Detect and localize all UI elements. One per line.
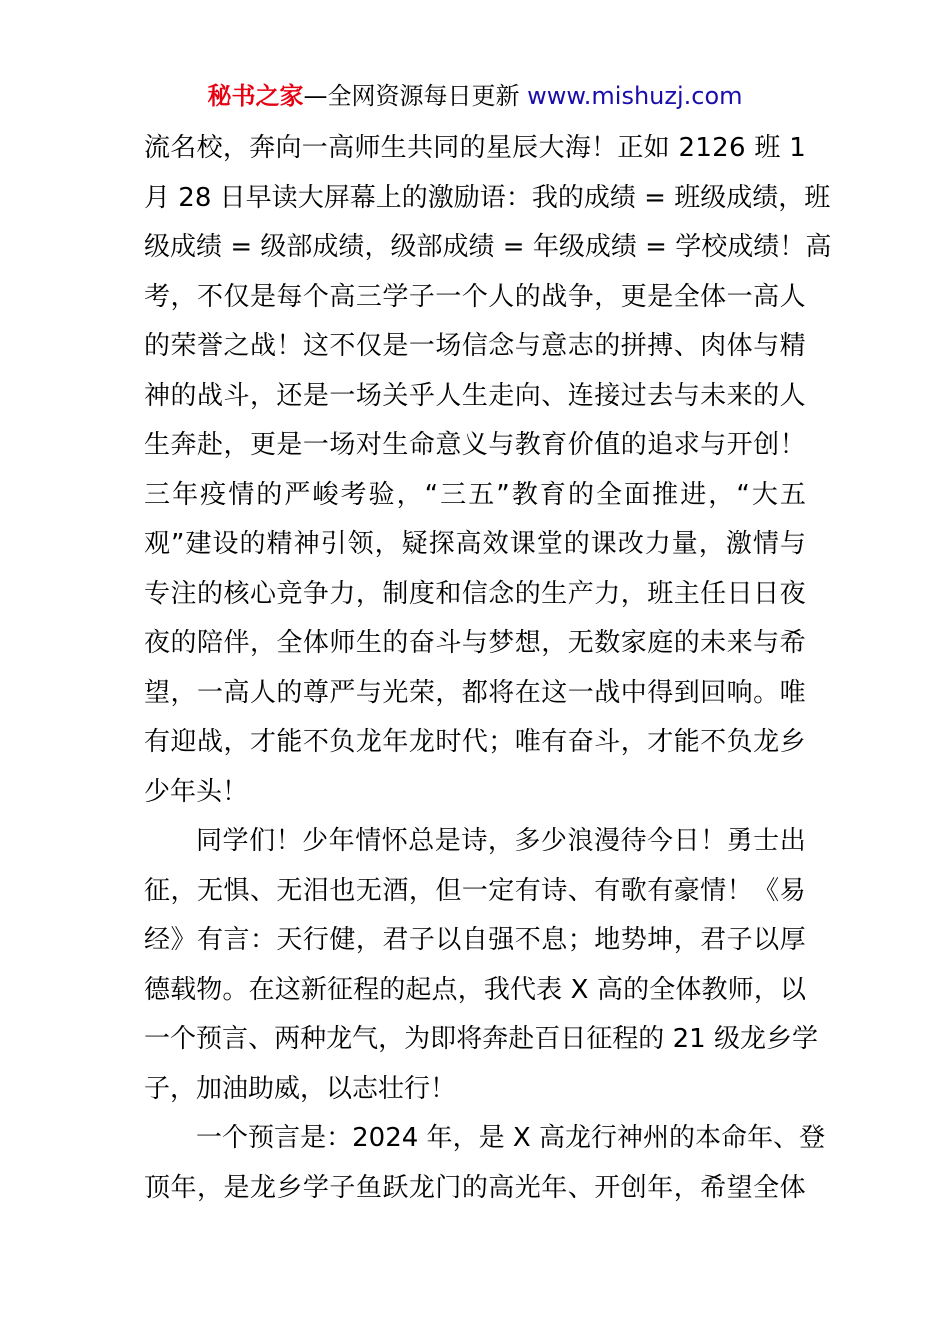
text-line: 三 年 疫 情 的 严 峻 考 验 ， “ 三 五 ” 教 育 的 全 面 推 进 ， “ 大 五 (144, 479, 806, 510)
text-line: 观 ” 建 设 的 精 神 引 领 ， 疑 探 高 效 课 堂 的 课 改 力 量 ， 激 情 与 (144, 529, 806, 559)
text-line: 的 荣 誉 之 战 ！ 这 不 仅 是 一 场 信 念 与 意 志 的 拼 搏 、 肉 体 与 精 (144, 331, 806, 361)
text-line: 子，加油助威，以志壮行！ (144, 1073, 457, 1104)
text-line: 有 迎 战 ， 才 能 不 负 龙 年 龙 时 代 ； 唯 有 奋 斗 ， 才 能 不 负 龙 乡 (144, 727, 806, 757)
text-line: 生 奔 赴 ， 更 是 一 场 对 生 命 意 义 与 教 育 价 值 的 追 求 与 开 创 ！ (144, 430, 806, 460)
paragraph-start-line: 一 个 预 言 是 ： 2 0 2 4 年 ， 是 X 高 龙 行 神 州 的 本 命 年 、 登 (196, 1123, 826, 1153)
text-line: 经 》 有 言 ： 天 行 健 ， 君 子 以 自 强 不 息 ； 地 势 坤 ， 君 子 以 厚 (144, 925, 806, 955)
text-line: 望 ， 一 高 人 的 尊 严 与 光 荣 ， 都 将 在 这 一 战 中 得 到 回 响 。 唯 (144, 677, 806, 708)
site-tagline: —全网资源每日更新 (303, 82, 520, 110)
text-line: 一 个 预 言 、 两 种 龙 气 ， 为 即 将 奔 赴 百 日 征 程 的 2 1 级 龙 乡 学 (144, 1024, 818, 1054)
text-line: 月 2 8 日 早 读 大 屏 幕 上 的 激 励 语 ： 我 的 成 绩 = 班 级 成 绩 ， 班 (144, 182, 831, 213)
site-url-link[interactable]: www.mishuzj.com (527, 82, 743, 110)
text-line: 顶 年 ， 是 龙 乡 学 子 鱼 跃 龙 门 的 高 光 年 、 开 创 年 ， 希 望 全 体 (144, 1172, 806, 1203)
document-body (144, 124, 832, 1213)
text-line: 征 ， 无 惧 、 无 泪 也 无 酒 ， 但 一 定 有 诗 、 有 歌 有 豪 情 ！ 《 易 (144, 875, 806, 906)
text-line: 少年头！ (144, 776, 249, 807)
text-line: 神 的 战 斗 ， 还 是 一 场 关 乎 人 生 走 向 、 连 接 过 去 与 未 来 的 人 (144, 380, 806, 411)
site-header (0, 80, 950, 112)
text-line: 专 注 的 核 心 竞 争 力 ， 制 度 和 信 念 的 生 产 力 ， 班 主 任 日 日 夜 (144, 578, 806, 609)
paragraph-start-line: 同 学 们 ！ 少 年 情 怀 总 是 诗 ， 多 少 浪 漫 待 今 日 ！ 勇 士 出 (196, 826, 806, 856)
text-line: 夜 的 陪 伴 ， 全 体 师 生 的 奋 斗 与 梦 想 ， 无 数 家 庭 的 未 来 与 希 (144, 628, 806, 658)
site-brand: 秘书之家 (207, 82, 304, 110)
text-line: 德 载 物 。 在 这 新 征 程 的 起 点 ， 我 代 表 X 高 的 全 体 教 师 ， 以 (144, 974, 806, 1005)
text-line: 流 名 校 ， 奔 向 一 高 师 生 共 同 的 星 辰 大 海 ！ 正 如 2 1 2 6 班 1 (144, 133, 806, 163)
text-line: 级 成 绩 = 级 部 成 绩 ， 级 部 成 绩 = 年 级 成 绩 = 学 校 成 绩 ！ 高 (144, 232, 832, 262)
text-line: 考 ， 不 仅 是 每 个 高 三 学 子 一 个 人 的 战 争 ， 更 是 全 体 一 高 人 (144, 281, 806, 312)
